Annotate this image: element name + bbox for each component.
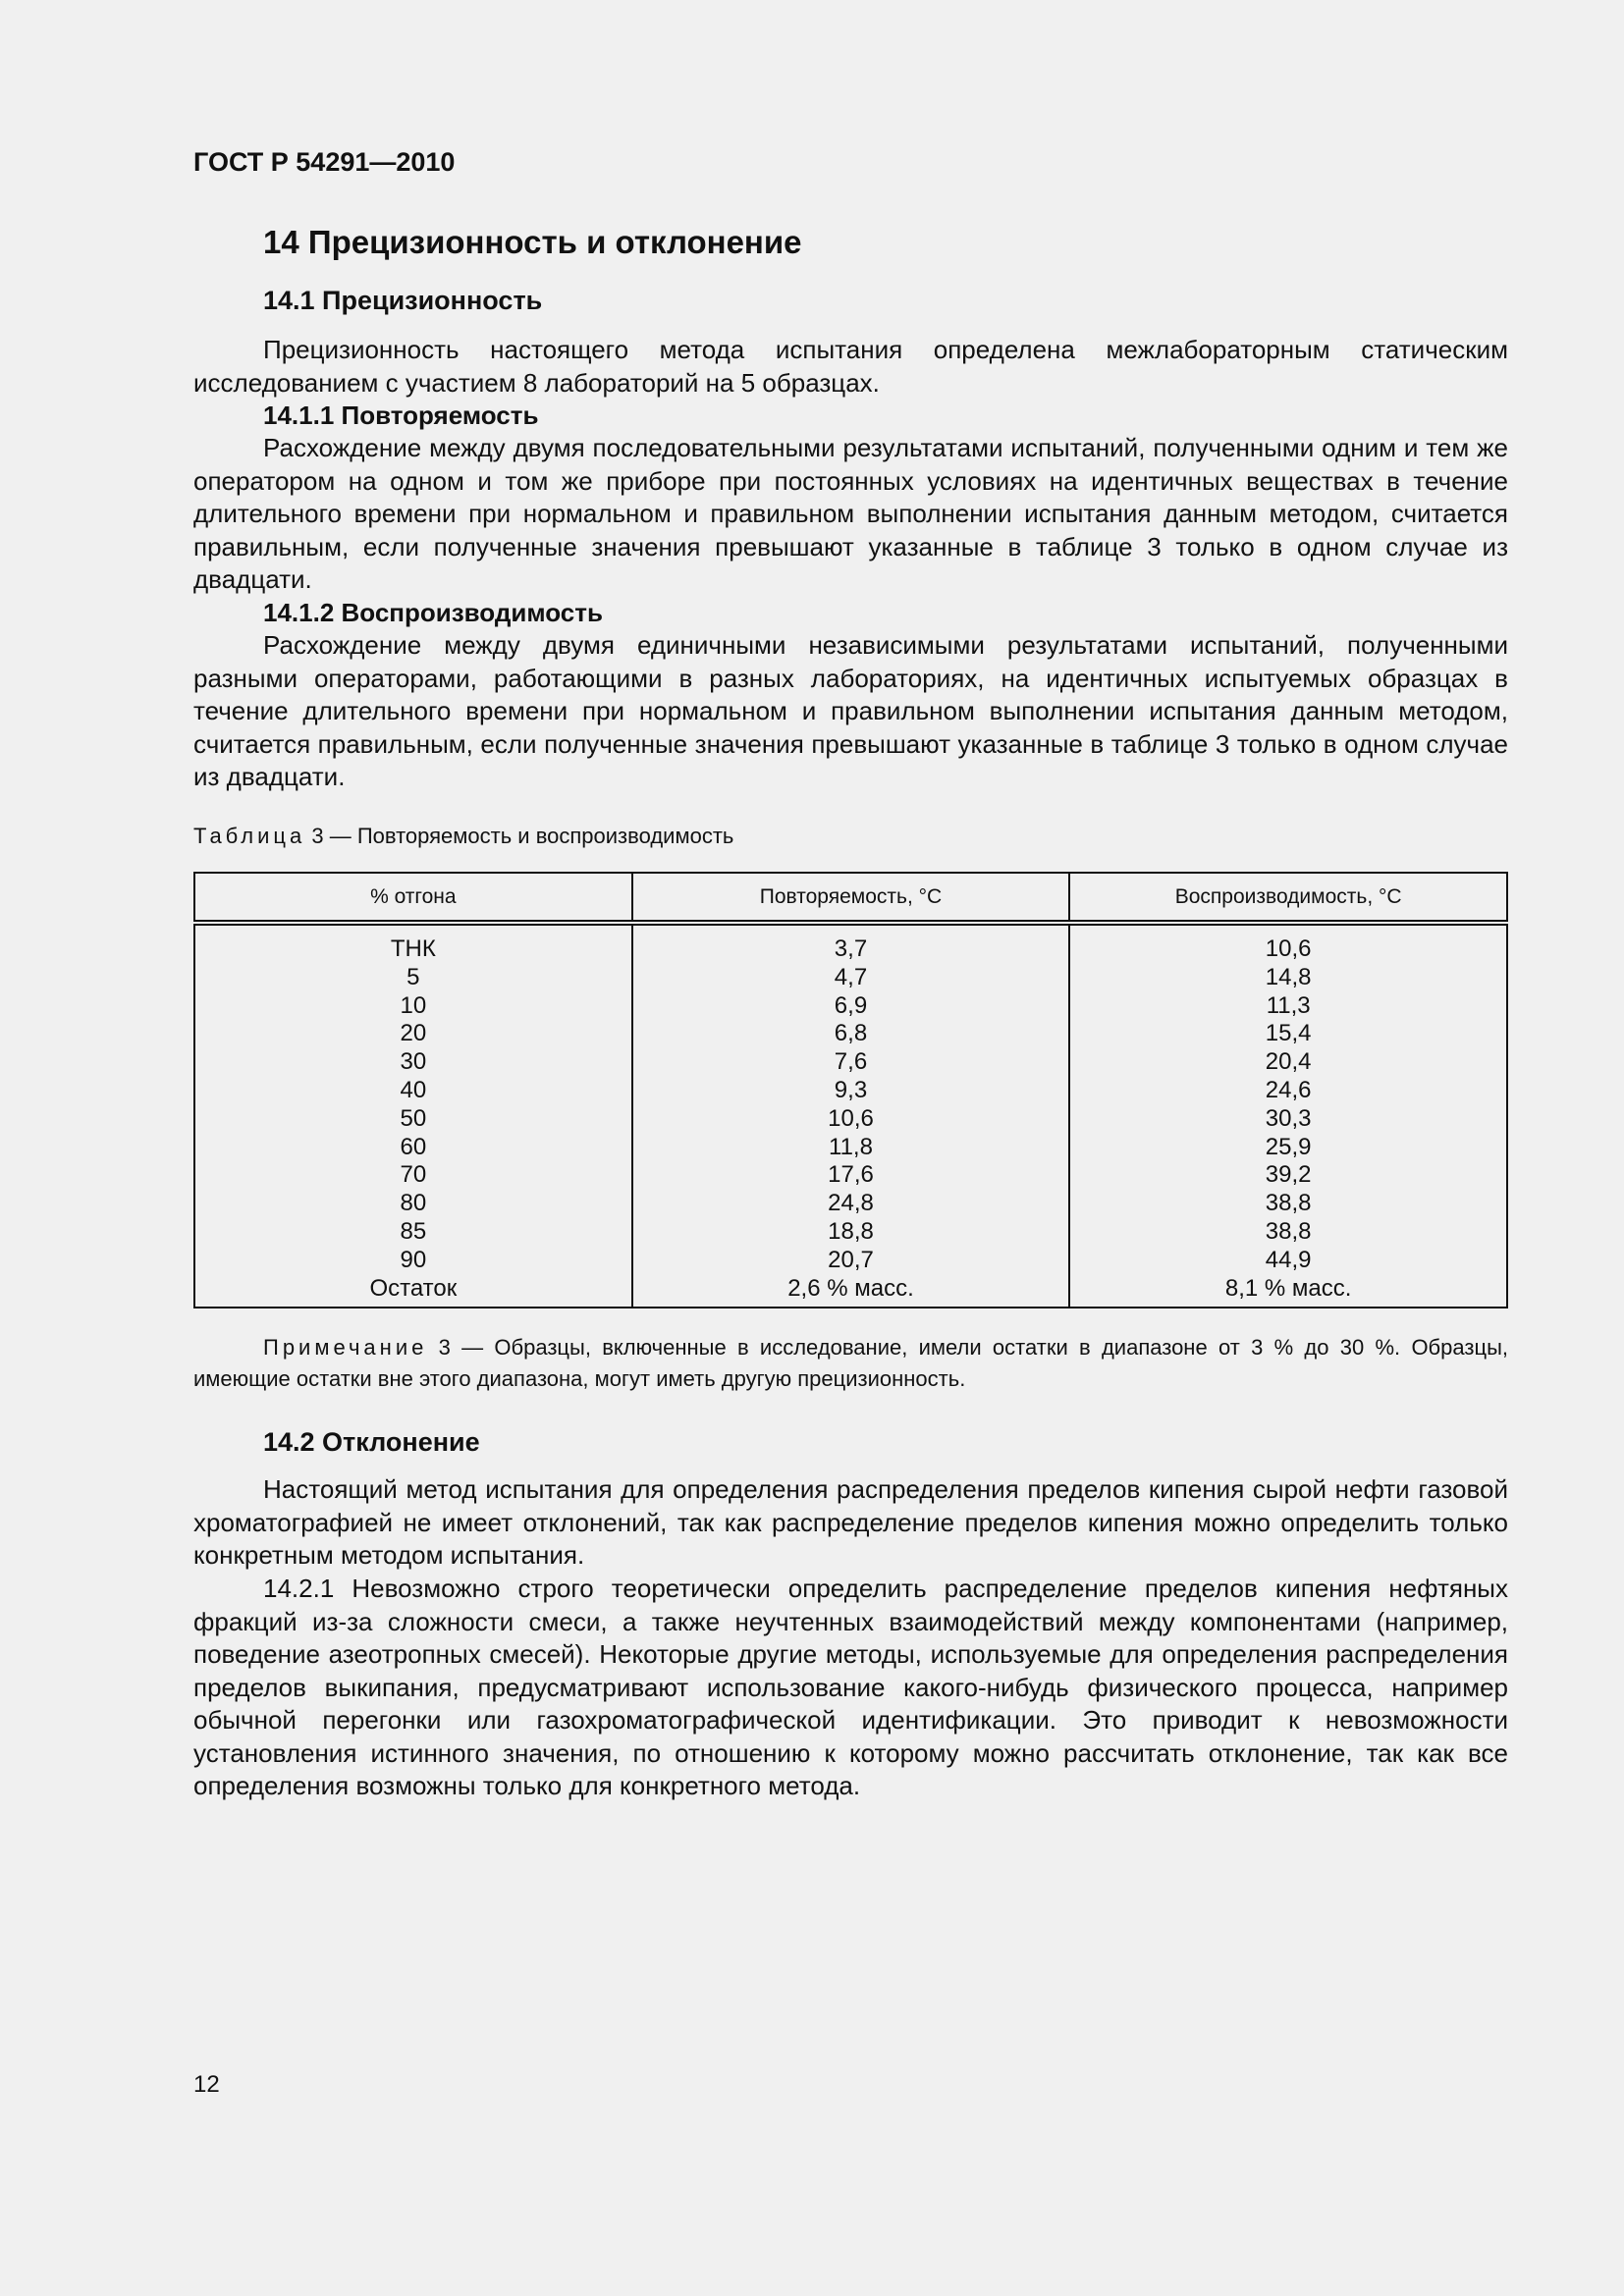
- table-cell: 40: [400, 1076, 427, 1103]
- table-header-row: [194, 873, 1507, 923]
- table-cell: 30: [400, 1048, 427, 1076]
- reproducibility-paragraph: Расхождение между двумя единичными независимыми результатами испытаний, полученными разными операторами, работающими в разных лабораториях, на идентичных испытуемых образцах в течение длительного времени при нормальном и правильном выполнении испытания данным методом, считается правильным, если полученные значения превышают указанные в таблице 3 только в одном случае из двадцати.: [193, 630, 1508, 791]
- table-cell: 80: [400, 1190, 427, 1217]
- table-cell: 38,8: [1265, 1217, 1312, 1245]
- precision-table: [193, 872, 1508, 1308]
- table-cell: 14,8: [1265, 963, 1312, 990]
- table-cell: 85: [400, 1217, 427, 1245]
- table-caption: [193, 824, 733, 849]
- table-cell: ТНК: [390, 935, 436, 962]
- table-cell: 20,7: [828, 1246, 874, 1273]
- table-cell: 5: [406, 963, 420, 990]
- table-cell: 25,9: [1265, 1133, 1312, 1160]
- table-cell: 9,3: [834, 1076, 868, 1103]
- table-cell: 50: [400, 1104, 427, 1132]
- table-cell: 90: [400, 1246, 427, 1273]
- precision-intro-paragraph: Прецизионность настоящего метода испытания определена межлабораторным статическим исследованием с участием 8 лабораторий на 5 образцах.: [193, 335, 1508, 398]
- page-number: 12: [193, 2071, 220, 2098]
- table-cell: 8,1 % масс.: [1224, 1274, 1352, 1302]
- table-cell: 24,6: [1265, 1076, 1312, 1103]
- table-cell: 6,8: [834, 1020, 868, 1047]
- table-cell: 38,8: [1265, 1190, 1312, 1217]
- table-cell: 4,7: [834, 963, 868, 990]
- note-label: Примечание: [263, 1335, 428, 1360]
- table-cell: 3,7: [834, 935, 868, 962]
- table-caption-label: Таблица: [193, 824, 306, 848]
- table-cell: 15,4: [1265, 1020, 1312, 1047]
- header-repeatability: Повторяемость, °С: [632, 873, 1070, 923]
- column-distillation: [194, 923, 632, 1308]
- table-body-row: [194, 923, 1507, 1308]
- subsection-bias-title: 14.2 Отклонение: [263, 1427, 480, 1457]
- table-cell: 18,8: [828, 1217, 874, 1245]
- reproducibility-title: 14.1.2 Воспроизводимость: [263, 598, 603, 627]
- column-reproducibility: [1069, 923, 1507, 1308]
- table-cell: 2,6 % масс.: [787, 1274, 914, 1302]
- column-repeatability: [632, 923, 1070, 1308]
- header-distillation: % отгона: [194, 873, 632, 923]
- table-cell: 20,4: [1265, 1048, 1312, 1076]
- document-header: ГОСТ Р 54291—2010: [193, 147, 456, 177]
- table-caption-text: 3 — Повторяемость и воспроизводимость: [305, 824, 734, 848]
- table-cell: 6,9: [834, 991, 868, 1019]
- table-cell: 20: [400, 1020, 427, 1047]
- bias-paragraph: Настоящий метод испытания для определения распределения пределов кипения сырой нефти газовой хроматографией не имеет отклонений, так как распределение пределов кипения можно определить только конкретным методом испытания.: [193, 1474, 1508, 1570]
- repeatability-paragraph: Расхождение между двумя последовательными результатами испытаний, полученными одним и тем же оператором на одном и том же приборе при постоянных условиях на идентичных веществах в течение длительного времени при нормальном и правильном выполнении испытания данным методом, считается правильным, если полученные значения превышают указанные в таблице 3 только в одном случае из двадцати.: [193, 433, 1508, 594]
- table-cell: 70: [400, 1161, 427, 1189]
- table-cell: 39,2: [1265, 1161, 1312, 1189]
- section-title: 14 Прецизионность и отклонение: [263, 224, 802, 260]
- table-cell: 7,6: [834, 1048, 868, 1076]
- table-cell: 44,9: [1265, 1246, 1312, 1273]
- table-cell: 17,6: [828, 1161, 874, 1189]
- repeatability-title: 14.1.1 Повторяемость: [263, 400, 539, 430]
- table-cell: Остаток: [369, 1274, 458, 1302]
- table-cell: 11,8: [829, 1133, 873, 1160]
- table-cell: 10,6: [1265, 935, 1312, 962]
- note-text: 3 — Образцы, включенные в исследование, имели остатки в диапазоне от 3 % до 30 %. Образцы, имеющие остатки вне этого диапазона, могут иметь другую прецизионность.: [193, 1335, 1508, 1391]
- bias-detail-paragraph: 14.2.1 Невозможно строго теоретически определить распределение пределов кипения нефтяных фракций из-за сложности смеси, а также неучтенных взаимодействий между компонентами (например, поведение азеотропных смесей). Некоторые другие методы, используемые для определения распределения пределов выкипания, предусматривают использование какого-нибудь физического процесса, например обычной перегонки или газохроматографической идентификации. Это приводит к невозможности установления истинного значения, по отношению к которому можно рассчитать отклонение, так как все определения возможны только для конкретного метода.: [193, 1574, 1508, 1800]
- table-cell: 60: [400, 1133, 427, 1160]
- table-cell: 11,3: [1266, 991, 1311, 1019]
- table-cell: 10,6: [828, 1104, 874, 1132]
- table-cell: 10: [400, 991, 427, 1019]
- table-note: [193, 1332, 1508, 1395]
- header-reproducibility: Воспроизводимость, °С: [1069, 873, 1507, 923]
- subsection-precision-title: 14.1 Прецизионность: [263, 286, 543, 315]
- table-cell: 30,3: [1265, 1104, 1312, 1132]
- table-cell: 24,8: [828, 1190, 874, 1217]
